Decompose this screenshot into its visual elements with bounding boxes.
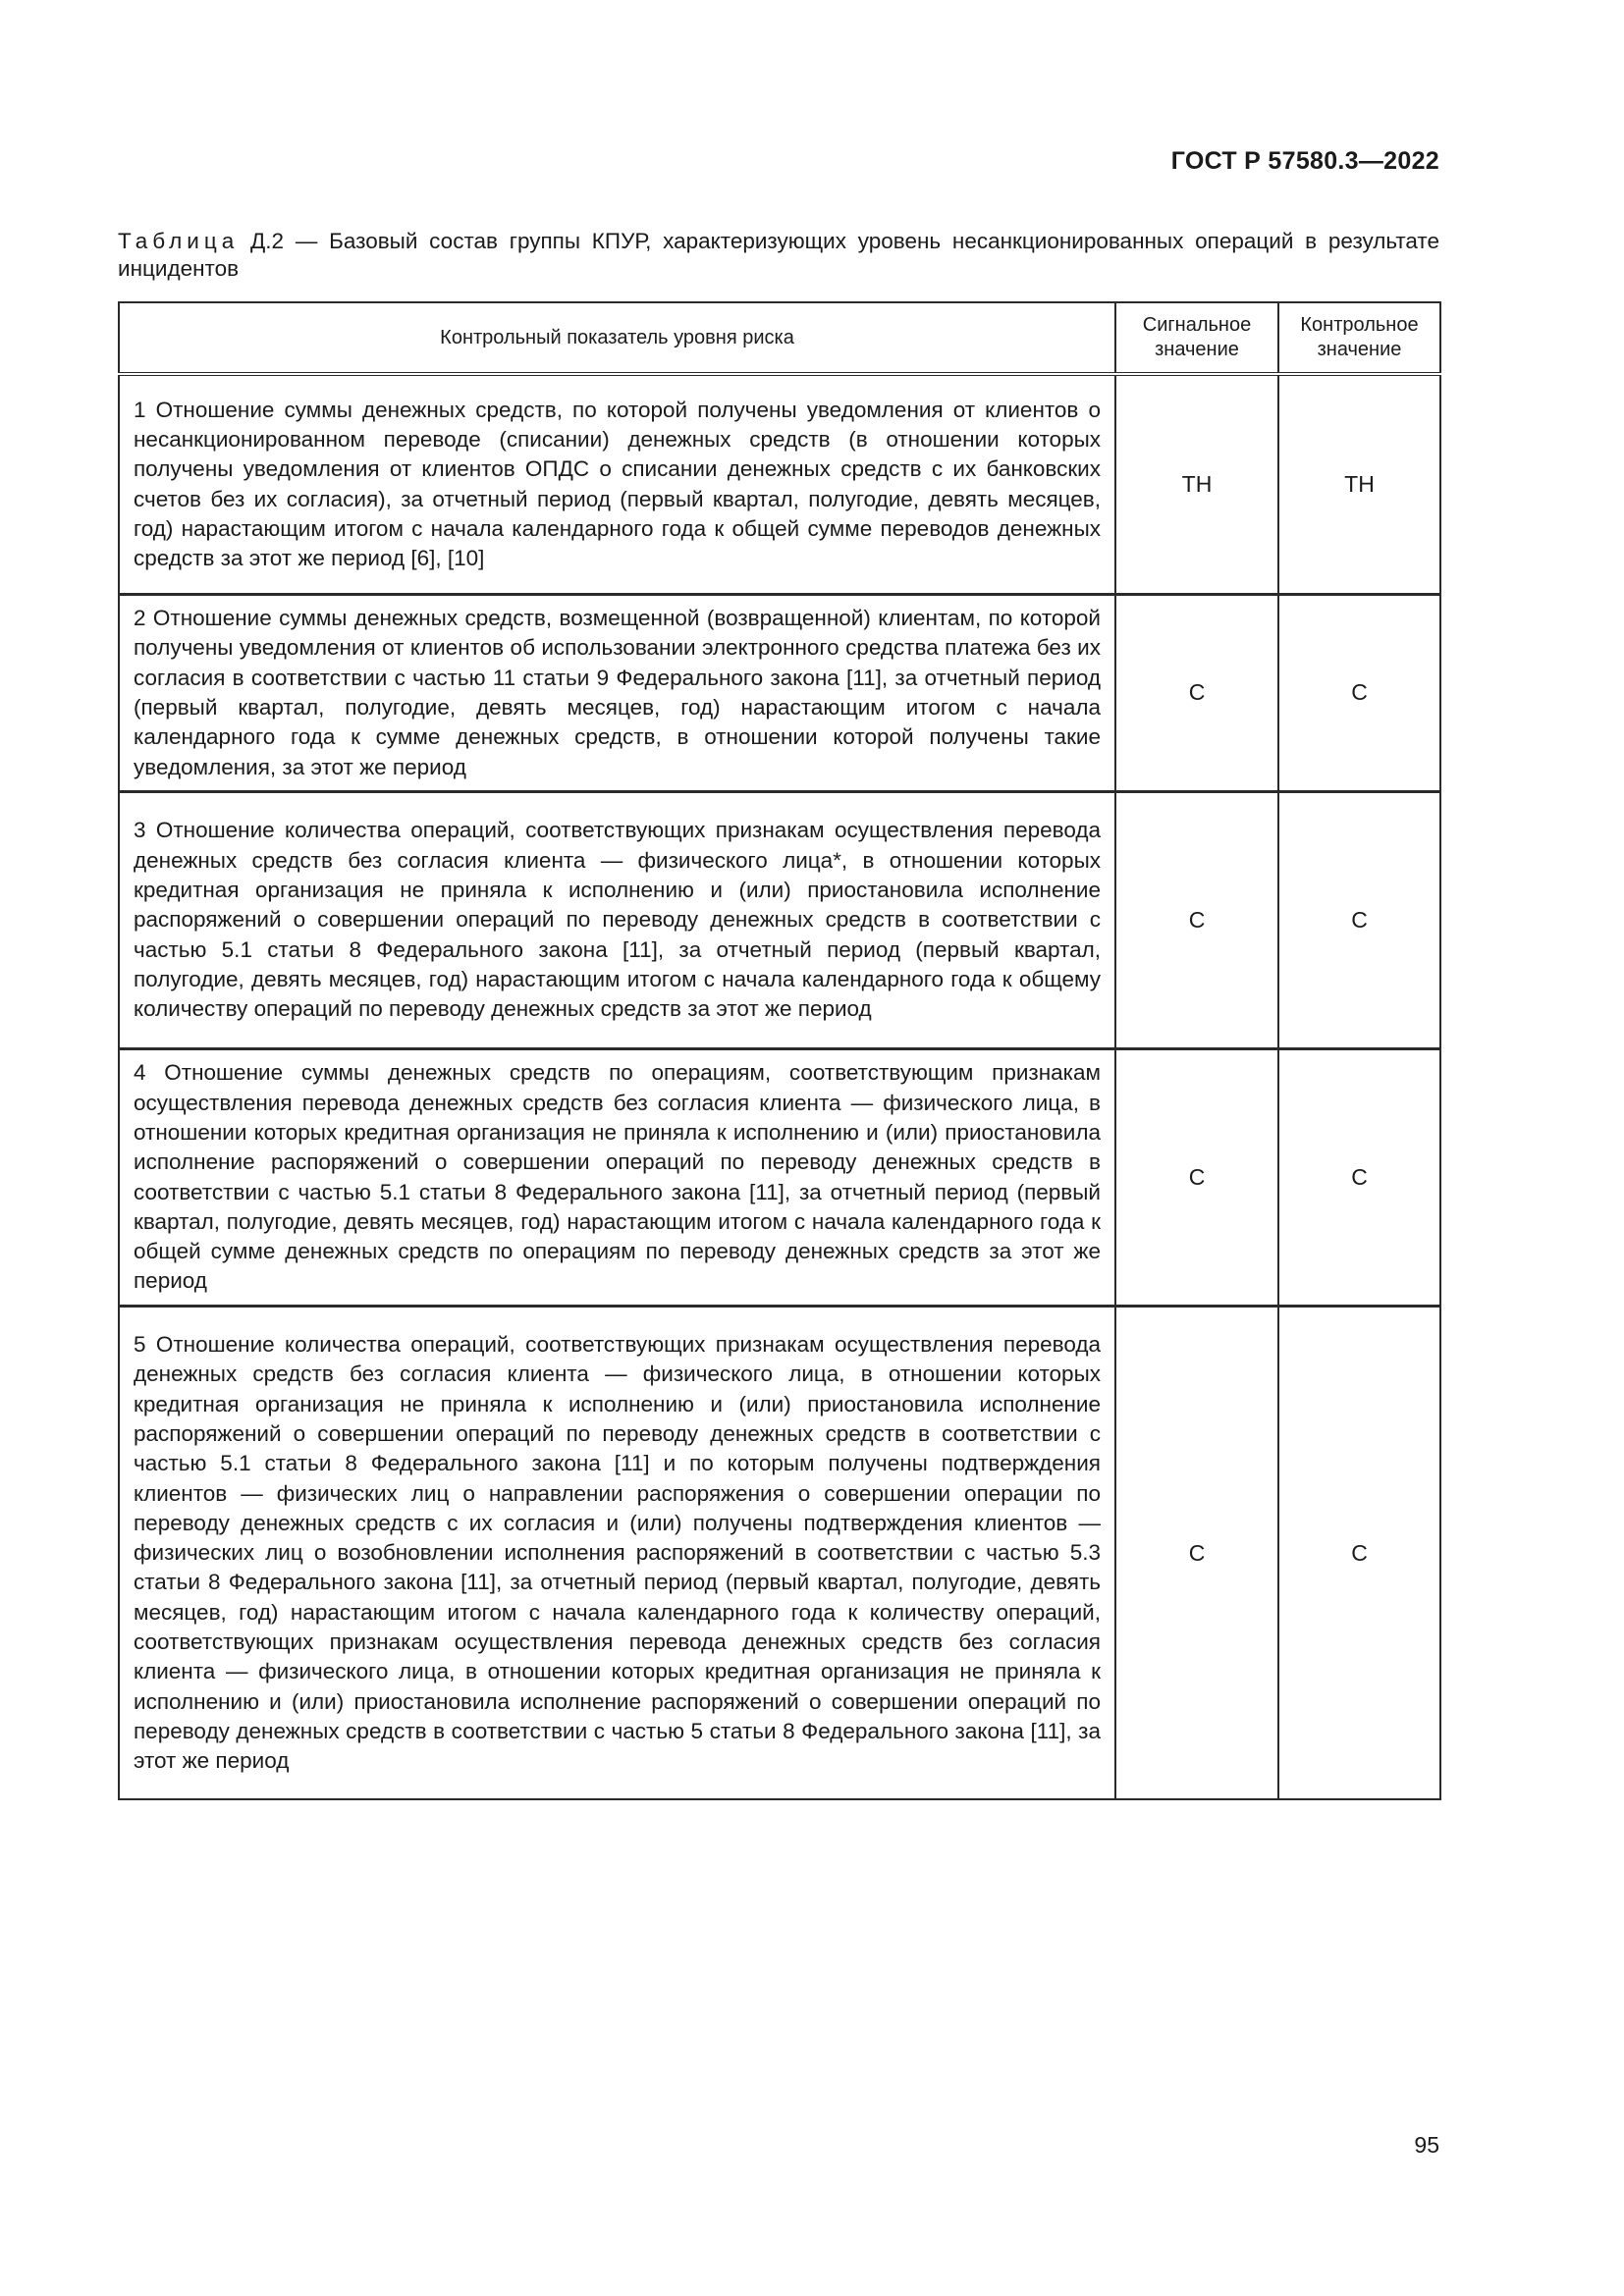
table-row [119,791,1440,1048]
table-row [119,1048,1440,1306]
indicator-cell: 1 Отношение суммы денежных средств, по которой получены уведомления от клиентов о несанкционированном переводе (списании) денежных средств (в отношении которых получены уведомления от клиентов ОПДС о списании денежных средств с их банковских счетов без их согласия), за отчетный период (первый квартал, полугодие, девять месяцев, год) нарастающим итогом с начала календарного года к общей сумме переводов денежных средств за этот же период [6], [10] [119,374,1115,594]
indicator-cell: 2 Отношение суммы денежных средств, возмещенной (возвращенной) клиентам, по которой получены уведомления от клиентов об использовании электронного средства платежа без их согласия в соответствии с частью 11 статьи 9 Федерального закона [11], за отчетный период (первый квартал, полугодие, девять месяцев, год) нарастающим итогом с начала календарного года к сумме денежных средств, в отношении которой получены такие уведомления, за этот же период [119,594,1115,791]
risk-indicator-table [118,301,1441,1800]
indicator-cell: 4 Отношение суммы денежных средств по операциям, соответствующим признакам осуществления перевода денежных средств без согласия клиента — физического лица, в отношении которых кредитная организация не приняла к исполнению и (или) приостановила исполнение распоряжений о совершении операций по переводу денежных средств в соответствии с частью 5.1 статьи 8 Федерального закона [11], за отчетный период (первый квартал, полугодие, девять месяцев, год) нарастающим итогом с начала календарного года к общей сумме денежных средств по операциям по переводу денежных средств за этот же период [119,1048,1115,1306]
indicator-cell: 3 Отношение количества операций, соответствующих признакам осуществления перевода денежных средств без согласия клиента — физического лица*, в отношении которых кредитная организация не приняла к исполнению и (или) приостановила исполнение распоряжений о совершении операций по переводу денежных средств в соответствии с частью 5.1 статьи 8 Федерального закона [11], за отчетный период (первый квартал, полугодие, девять месяцев, год) нарастающим итогом с начала календарного года к общему количеству операций по переводу денежных средств за этот же период [119,791,1115,1048]
control-value-cell: С [1278,1048,1440,1306]
table-caption-prefix: Таблица [118,229,240,253]
header-indicator: Контрольный показатель уровня риска [119,302,1115,374]
table-row [119,594,1440,791]
table-caption-text: Д.2 — Базовый состав группы КПУР, характеризующих уровень несанкционированных операций в результате инцидентов [118,229,1439,281]
control-value-cell: С [1278,1306,1440,1799]
table-caption [118,228,1439,283]
signal-value-cell: С [1115,1306,1278,1799]
table-header-row [119,302,1440,374]
header-control-value: Контрольное значение [1278,302,1440,374]
signal-value-cell: С [1115,791,1278,1048]
document-code: ГОСТ Р 57580.3—2022 [1170,147,1439,175]
control-value-cell: С [1278,594,1440,791]
page-number: 95 [1414,2132,1439,2158]
signal-value-cell: С [1115,1048,1278,1306]
header-signal-value: Сигнальное значение [1115,302,1278,374]
control-value-cell: ТН [1278,374,1440,594]
table-row [119,1306,1440,1799]
signal-value-cell: ТН [1115,374,1278,594]
table-row [119,374,1440,594]
indicator-cell: 5 Отношение количества операций, соответствующих признакам осуществления перевода денежных средств без согласия клиента — физического лица, в отношении которых кредитная организация не приняла к исполнению и (или) приостановила исполнение распоряжений о совершении операций по переводу денежных средств в соответствии с частью 5.1 статьи 8 Федерального закона [11] и по которым получены подтверждения клиентов — физических лиц о направлении распоряжения о совершении операции по переводу денежных средств с их согласия и (или) получены подтверждения клиентов — физических лиц о возобновлении исполнения распоряжений в соответствии с частью 5.3 статьи 8 Федерального закона [11], за отчетный период (первый квартал, полугодие, девять месяцев, год) нарастающим итогом с начала календарного года к количеству операций, соответствующих признакам осуществления перевода денежных средств без согласия клиента — физического лица, в отношении которых кредитная организация не приняла к исполнению и (или) приостановила исполнение распоряжений о совершении операций по переводу денежных средств в соответствии с частью 5 статьи 8 Федерального закона [11], за этот же период [119,1306,1115,1799]
control-value-cell: С [1278,791,1440,1048]
signal-value-cell: С [1115,594,1278,791]
